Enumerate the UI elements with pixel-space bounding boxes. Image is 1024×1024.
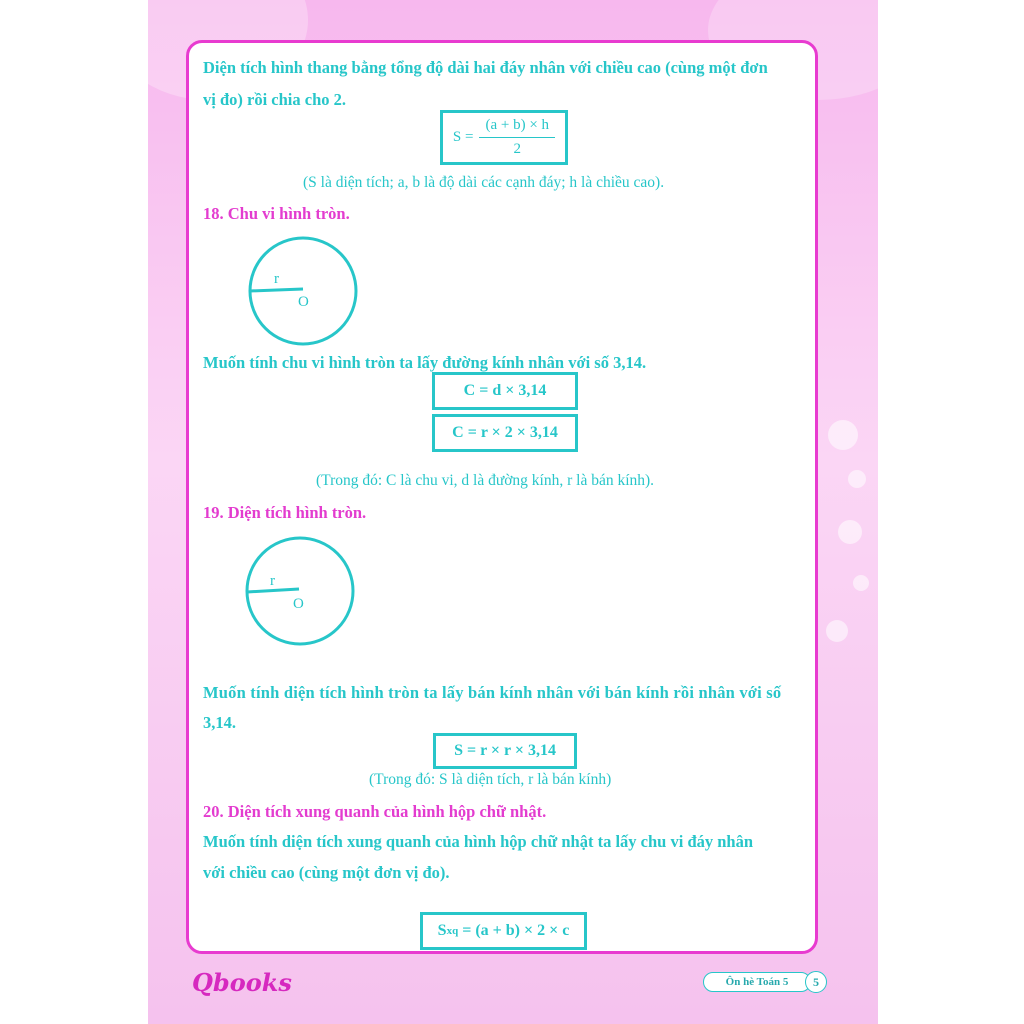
- page-number: 5: [805, 971, 827, 993]
- fraction-denominator: 2: [513, 141, 522, 157]
- section19-heading: 19. Diện tích hình tròn.: [203, 503, 367, 522]
- decorative-dot: [838, 520, 862, 544]
- formula-fraction: [479, 117, 555, 158]
- formula-symbol: S: [437, 922, 447, 939]
- decorative-dot: [848, 470, 866, 488]
- trapezoid-note: (S là diện tích; a, b là độ dài các cạnh đáy; h là chiều cao).: [303, 174, 665, 191]
- center-label: O: [298, 294, 309, 310]
- section19-note: (Trong đó: S là diện tích, r là bán kính): [369, 771, 612, 788]
- trapezoid-rule-line1: Diện tích hình thang bằng tổng độ dài hai đáy nhân với chiều cao (cùng một đơn: [203, 58, 768, 77]
- section20-rule-line2: với chiều cao (cùng một đơn vị đo).: [203, 863, 450, 882]
- radius-line: [250, 289, 303, 291]
- fraction-numerator: (a + b) × h: [479, 117, 555, 138]
- section18-rule: Muốn tính chu vi hình tròn ta lấy đường kính nhân với số 3,14.: [203, 353, 647, 372]
- section19-rule-line2: 3,14.: [203, 713, 236, 732]
- circumference-formula-d: C = d × 3,14: [432, 372, 578, 410]
- decorative-dot: [853, 575, 869, 591]
- radius-label: r: [274, 271, 279, 287]
- section20-rule-line1: Muốn tính diện tích xung quanh của hình hộp chữ nhật ta lấy chu vi đáy nhân: [203, 832, 754, 851]
- circle-diagram-19: [241, 534, 359, 650]
- section18-note: (Trong đó: C là chu vi, d là đường kính, r là bán kính).: [316, 472, 655, 489]
- decorative-dot: [826, 620, 848, 642]
- circumference-formula-r: C = r × 2 × 3,14: [432, 414, 578, 452]
- publisher-logo: Qbooks: [192, 968, 292, 997]
- lateral-area-formula: [420, 912, 587, 950]
- book-title-badge: Ôn hè Toán 5: [703, 972, 811, 992]
- trapezoid-rule-line2: vị đo) rồi chia cho 2.: [203, 90, 346, 109]
- formula-expression: = (a + b) × 2 × c: [458, 922, 570, 939]
- section19-rule-line1: Muốn tính diện tích hình tròn ta lấy bán kính nhân với bán kính rồi nhân với số: [203, 683, 782, 702]
- formula-lhs: S =: [452, 129, 474, 145]
- center-label: O: [293, 596, 304, 612]
- section20-heading: 20. Diện tích xung quanh của hình hộp chữ nhật.: [203, 802, 547, 821]
- trapezoid-formula-box: [440, 110, 568, 165]
- decorative-dot: [828, 420, 858, 450]
- radius-label: r: [270, 573, 275, 589]
- section18-heading: 18. Chu vi hình tròn.: [203, 204, 350, 223]
- circle-area-formula: S = r × r × 3,14: [433, 733, 577, 769]
- formula-subscript: xq: [446, 925, 459, 937]
